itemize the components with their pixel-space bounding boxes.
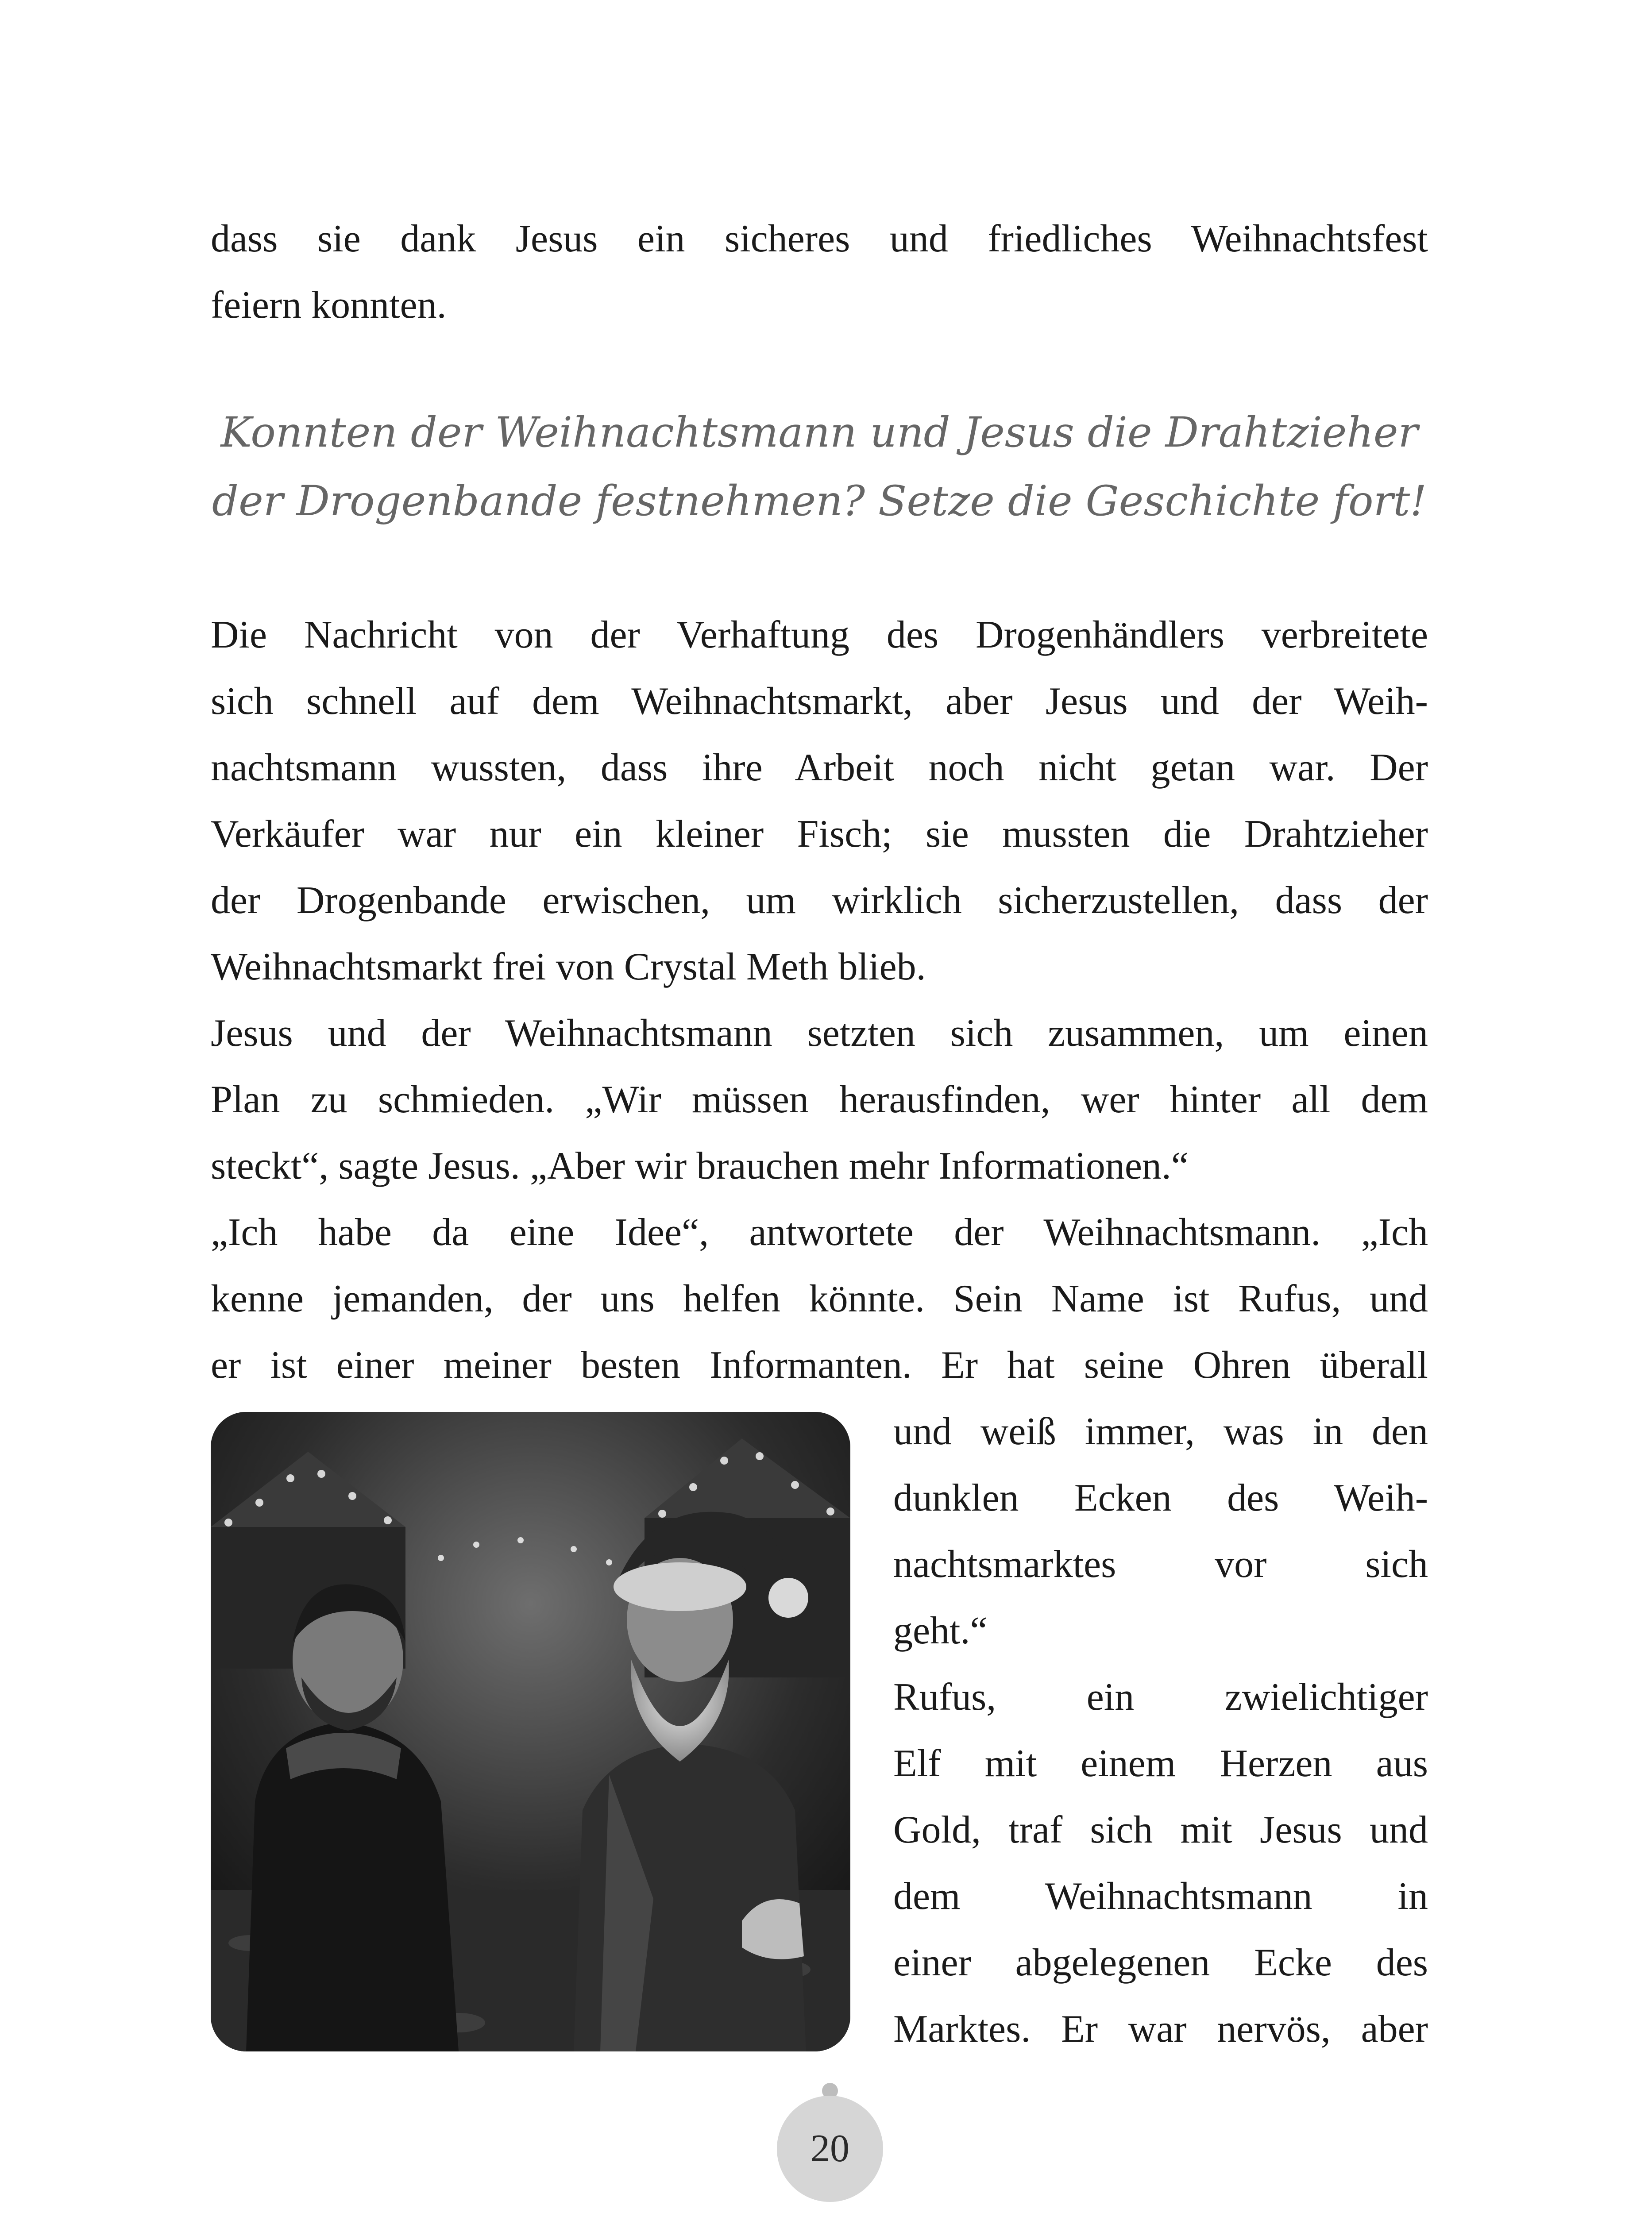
body-line: feiern konnten. xyxy=(211,284,447,327)
christmas-market-photo xyxy=(211,1412,850,2051)
body-line: steckt“, sagte Jesus. „Aber wir brauchen mehr Informationen.“ xyxy=(211,1145,1189,1187)
body-line: Gold, traf sich mit Jesus und xyxy=(893,1808,1428,1851)
body-line: Elf mit einem Herzen aus xyxy=(893,1742,1428,1785)
body-line: der Drogenbande erwischen, um wirklich sicherzustellen, dass der xyxy=(211,879,1428,922)
body-line: dunklen Ecken des Weih- xyxy=(893,1477,1428,1519)
body-line: einer abgelegenen Ecke des xyxy=(893,1941,1428,1984)
body-line: Weihnachtsmarkt frei von Crystal Meth blieb. xyxy=(211,945,926,988)
section-heading-line: der Drogenbande festnehmen? Setze die Geschichte fort! xyxy=(212,477,1427,525)
body-line: Verkäufer war nur ein kleiner Fisch; sie mussten die Drahtzieher xyxy=(211,813,1428,856)
page-number: 20 xyxy=(777,2096,883,2202)
body-line: sich schnell auf dem Weihnachtsmarkt, aber Jesus und der Weih- xyxy=(211,680,1428,723)
body-line: Die Nachricht von der Verhaftung des Drogenhändlers verbreitete xyxy=(211,613,1428,656)
body-line: dem Weihnachtsmann in xyxy=(893,1875,1428,1918)
body-line: dass sie dank Jesus ein sicheres und friedliches Weihnachtsfest xyxy=(211,217,1428,260)
body-line: Marktes. Er war nervös, aber xyxy=(893,2008,1428,2051)
body-line: nachtsmann wussten, dass ihre Arbeit noch nicht getan war. Der xyxy=(211,746,1428,789)
body-line: und weiß immer, was in den xyxy=(893,1410,1428,1453)
photo-two-men-christmas-market-icon xyxy=(211,1412,850,2051)
body-line: Plan zu schmieden. „Wir müssen herausfinden, wer hinter all dem xyxy=(211,1078,1428,1121)
body-line: er ist einer meiner besten Informanten. Er hat seine Ohren überall xyxy=(211,1344,1428,1387)
body-line: Jesus und der Weihnachtsmann setzten sich zusammen, um einen xyxy=(211,1012,1428,1055)
body-line: geht.“ xyxy=(893,1609,988,1652)
body-line: Rufus, ein zwielichtiger xyxy=(893,1676,1428,1719)
section-heading-line: Konnten der Weihnachtsmann und Jesus die Drahtzieher xyxy=(220,409,1418,457)
body-line: nachtsmarktes vor sich xyxy=(893,1543,1428,1586)
body-line: „Ich habe da eine Idee“, antwortete der Weihnachtsmann. „Ich xyxy=(211,1211,1428,1254)
body-line: kenne jemanden, der uns helfen könnte. Sein Name ist Rufus, und xyxy=(211,1277,1428,1320)
